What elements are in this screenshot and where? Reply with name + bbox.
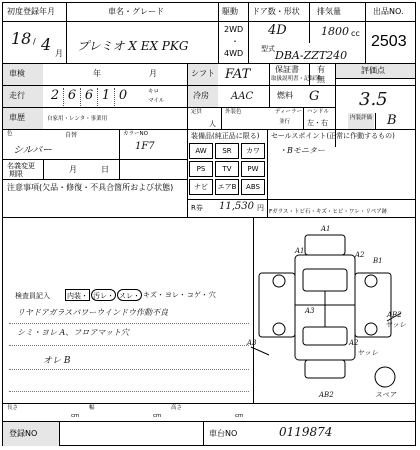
displacement-value: 1800 [321, 25, 349, 38]
checker-option: 穴 [208, 291, 216, 299]
mileage-digit: 2 [47, 88, 64, 106]
ac-value: AAC [231, 91, 254, 102]
rule [365, 3, 366, 63]
equipment-title: 装備品(純正品に限る) [191, 132, 260, 140]
damage-mark: A2 [355, 251, 365, 259]
damage-mark: ヤッレ [385, 321, 406, 329]
checker-note-3: オレ B [43, 356, 71, 366]
car-damage-diagram [245, 217, 417, 403]
dealer-label: ディーラー [275, 109, 303, 115]
checker-note-1: リヤドアガラスパワーウインドウ作動不良 [17, 308, 169, 317]
rule [187, 199, 415, 200]
capacity-label: 定員 [191, 109, 203, 115]
recycle-value: 11,530 [219, 201, 254, 212]
mileage-label: 走行 [9, 91, 25, 100]
mileage-digits [47, 88, 143, 106]
rule [66, 3, 67, 63]
car-name-value: プレミオ X EX PKG [77, 39, 189, 53]
length-unit: cm [71, 413, 80, 419]
name-change-day: 日 [101, 165, 109, 174]
drive-dot: ・ [231, 37, 239, 46]
displacement-label: 排気量 [317, 7, 341, 16]
r-ticket-label: R券 [191, 204, 203, 212]
notes-title: 注意事項(欠品・修復・不具合箇所および状態) [7, 183, 174, 192]
rule [3, 107, 335, 108]
rule [375, 113, 376, 129]
height-unit: cm [235, 413, 244, 419]
lot-label: 出品NO. [373, 7, 404, 16]
name-change-sub: 期限 [9, 170, 23, 178]
damage-mark: ヤッレ [357, 349, 378, 357]
handle-label: ハンドル [307, 109, 330, 115]
rule [119, 129, 120, 159]
rear-bumper [305, 360, 345, 378]
door-value: 4D [268, 23, 287, 38]
name-change-label: 名義変更 [7, 162, 35, 170]
rule [309, 63, 310, 85]
damage-mark: A3 [247, 339, 257, 347]
history-sub: 自家用・レンタ・事業用 [47, 116, 108, 122]
width-unit: cm [153, 413, 162, 419]
chassis-value: 0119874 [279, 425, 333, 439]
fuel-label: 燃料 [277, 91, 293, 100]
equipment-item: SR [215, 143, 239, 159]
equipment-item: カワ [241, 143, 265, 159]
rule [9, 391, 249, 392]
original-color-label: 自替 [65, 132, 78, 139]
rule [248, 3, 249, 63]
warranty-sub: 取扱説明書・記録簿 [271, 76, 321, 82]
sales-point-value: ・Bモニター [279, 146, 325, 155]
checker-label: 検査員記入 [15, 292, 50, 300]
checker-option: 汚レ・ [91, 289, 116, 301]
rule [335, 78, 415, 79]
mileage-digit: 6 [64, 88, 81, 106]
score-label: 評価点 [361, 66, 385, 75]
checker-options [65, 289, 216, 301]
rule [3, 421, 415, 422]
type-label: 型式 [261, 45, 275, 53]
sales-point-title: セールスポイント(正常に作動するもの) [271, 132, 395, 140]
damage-mark: AB2 [387, 311, 402, 319]
drive-2wd: 2WD [224, 25, 244, 34]
warranty-none: 無 [317, 75, 325, 84]
equipment-item: ABS [241, 179, 265, 195]
interior-label: 内装評価 [350, 115, 373, 121]
damage-mark: スペア [375, 391, 396, 399]
wheel-icon [365, 323, 377, 335]
warranty-yes: 有 [317, 65, 325, 74]
damage-mark: AB2 [319, 391, 334, 399]
inspection-label: 車検 [9, 69, 25, 78]
score-value: 3.5 [359, 89, 388, 110]
rule [3, 159, 187, 160]
interior-value: B [387, 113, 397, 128]
type-value: DBA-ZZT240 [275, 49, 348, 62]
mileage-digit: 6 [81, 88, 98, 106]
year-value: 18 [11, 29, 32, 48]
equipment-item: PS [189, 161, 213, 177]
rule [269, 63, 270, 107]
damage-mark: A3 [305, 307, 315, 315]
rule [221, 107, 222, 129]
checker-option: 内装・ [65, 289, 90, 301]
rule [187, 129, 188, 217]
equipment-item: AW [189, 143, 213, 159]
mileage-digit: 1 [98, 88, 115, 106]
month-unit: 月 [55, 49, 63, 58]
mileage-unit-km: キロ [148, 89, 160, 95]
rule [3, 403, 415, 404]
drive-label: 駆動 [222, 7, 238, 16]
rule [9, 345, 249, 346]
color-value: シルバー [13, 145, 53, 156]
capacity-unit: 人 [209, 120, 216, 128]
lot-number: 2503 [371, 33, 407, 50]
color-no-label: カラーNO [123, 131, 148, 137]
slash: / [33, 37, 36, 46]
equipment-item: ナビ [189, 179, 213, 195]
reg-no-label: 登録NO [9, 429, 38, 438]
windshield [303, 269, 347, 291]
damage-mark: B1 [373, 257, 383, 265]
drive-4wd: 4WD [224, 49, 244, 58]
length-label: 長さ [7, 405, 19, 411]
mileage-digit: 0 [118, 88, 128, 103]
rule [3, 21, 415, 22]
rule [9, 369, 249, 370]
equipment-item: エアB [215, 179, 239, 195]
fuel-value: G [309, 89, 320, 104]
checker-option: ヨレ・ [164, 291, 186, 299]
damage-mark: A1 [321, 225, 331, 233]
rule [267, 129, 268, 217]
width-label: 幅 [89, 405, 95, 411]
history-label: 車歴 [9, 113, 25, 122]
color-no-value: 1F7 [135, 141, 155, 152]
rule [59, 421, 60, 445]
marker-lines [251, 313, 401, 355]
car-name-label: 車名・グレード [108, 7, 164, 16]
wheel-icon [365, 275, 377, 287]
inspection-month: 月 [149, 69, 157, 78]
warranty-label: 保証書 [275, 65, 299, 74]
first-reg-label: 初度登録年月 [7, 7, 55, 16]
chassis-label: 車台NO [209, 429, 238, 438]
wheel-icon [273, 323, 285, 335]
spare-tire-icon [375, 367, 395, 387]
rule [43, 159, 44, 179]
rule [3, 129, 415, 130]
checker-option: コゲ・ [186, 291, 208, 299]
color-row-label: 色 [7, 131, 13, 137]
equipment-grid [189, 143, 265, 197]
shift-label: シフト [191, 69, 215, 78]
shift-value: FAT [225, 67, 251, 82]
damage-mark: A2 [349, 339, 359, 347]
left-side [259, 273, 295, 337]
color-label: 外装色 [225, 109, 242, 115]
rule [303, 107, 304, 129]
rule [218, 3, 219, 63]
glass-label: Fガラス・トビ石・キズ・ヒビ・ワレ・リペア跡 [269, 209, 388, 215]
rule [203, 421, 204, 445]
name-change-month: 月 [69, 165, 77, 174]
front-bumper [305, 235, 345, 255]
ac-label: 冷房 [193, 91, 209, 100]
handle-value: 左・右 [307, 119, 328, 127]
rule [3, 179, 187, 180]
month-value: 4 [41, 35, 52, 54]
auction-sheet [2, 2, 416, 446]
equipment-item: PW [241, 161, 265, 177]
rule [309, 3, 310, 43]
inspection-year: 年 [93, 69, 101, 78]
rear-window [303, 327, 347, 345]
equipment-item: TV [215, 161, 239, 177]
rule [119, 159, 120, 179]
rule [187, 107, 188, 129]
wheel-icon [273, 275, 285, 287]
mileage-unit-mile: マイル [148, 98, 165, 104]
checker-option: キズ・ [143, 291, 164, 299]
dealer-sub: 並行 [279, 119, 291, 125]
displacement-unit: cc [351, 29, 360, 38]
recycle-unit: 円 [257, 204, 264, 212]
checker-note-2: シミ・ヨレ A、フロアマット穴 [17, 328, 129, 337]
height-label: 高さ [171, 405, 183, 411]
door-label: ドア数・形状 [252, 7, 300, 16]
rule [9, 323, 249, 324]
checker-option: スレ・ [117, 289, 142, 301]
damage-mark: A1 [295, 247, 305, 255]
